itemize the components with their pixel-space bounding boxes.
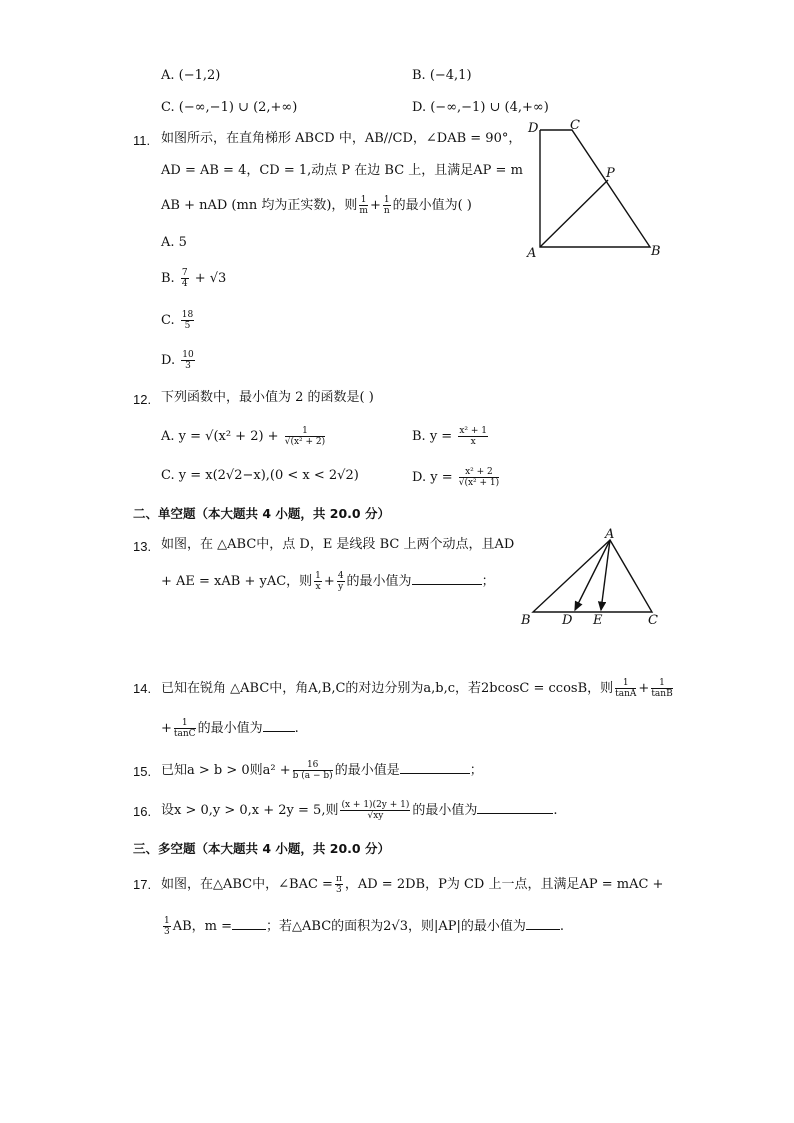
q14-plus: +	[638, 681, 650, 696]
q13-frac2: $\frac{4}{y}$	[337, 571, 344, 592]
q14-frac-tana: $\frac{1}{\tan A}$	[615, 678, 637, 699]
q17-number: 17.	[133, 877, 152, 892]
q15-answer-blank[interactable]	[400, 761, 470, 774]
q16-answer-blank[interactable]	[477, 801, 553, 814]
q11-label-d: D	[528, 121, 539, 136]
q13-vector-ad	[575, 540, 610, 610]
q11-option-d-frac: $\frac{10}{3}$	[182, 350, 194, 371]
section-3-heading: 三、多空题（本大题共 4 小题，共 20.0 分）	[133, 841, 390, 856]
q17-line2-b: ；若△ABC的面积为2√3，则|AP|的最小值为	[266, 919, 526, 934]
q15-frac: $\frac{16}{b (a - b)}$	[292, 760, 333, 781]
q11-line3-a: AB + nAD (mn 均为正实数)，则	[161, 198, 358, 213]
q14-frac-tanc: $\frac{1}{\tan C}$	[173, 718, 196, 739]
q11-segment-ap	[540, 180, 608, 247]
q11-label-c: C	[570, 118, 580, 133]
q17-answer-blank-ap[interactable]	[526, 917, 560, 930]
q12-option-d-pre: D. y =	[412, 470, 453, 485]
q11-label-p: P	[606, 166, 615, 181]
q17-line1-b: ，AD = 2DB，P为 CD 上一点，且满足AP = mAC +	[344, 877, 664, 892]
q11-trapezoid-outline	[540, 130, 650, 247]
q14-line2-b: 的最小值为	[197, 721, 263, 736]
q11-option-d	[161, 350, 197, 371]
q12-option-a	[161, 426, 327, 447]
q17-line1	[161, 874, 663, 895]
q13-frac1: $\frac{1}{x}$	[315, 571, 321, 592]
q15-post: 的最小值是	[334, 763, 400, 778]
q12-number: 12.	[133, 392, 152, 407]
q11-number: 11.	[133, 133, 151, 148]
q14-line1-a: 已知在锐角 △ABC中，角A,B,C的对边分别为a,b,c，若2bcosC = ccosB，则	[161, 681, 614, 696]
q10-option-a: A. (−1,2)	[161, 68, 221, 83]
q10-option-d: D. (−∞,−1) ∪ (4,+∞)	[412, 100, 549, 115]
q11-frac2: $\frac{1}{n}$	[383, 195, 390, 216]
q13-label-c: C	[648, 613, 658, 628]
q11-option-c-label: C.	[161, 313, 175, 328]
q17-frac-13: $\frac{1}{3}$	[164, 916, 170, 937]
q15-tail: ；	[469, 763, 483, 778]
q13-line1: 如图，在 △ABC中，点 D，E 是线段 BC 上两个动点，且AD	[161, 537, 515, 552]
q12-option-a-pre: A. y = √(x² + 2) +	[161, 429, 279, 444]
q13-answer-blank[interactable]	[412, 572, 482, 585]
q16-line	[161, 800, 558, 821]
q13-line2-a: + AE = xAB + yAC，则	[161, 574, 313, 589]
q14-tail: .	[294, 721, 299, 736]
q14-line1	[161, 678, 675, 699]
q11-option-b-label: B.	[161, 271, 175, 286]
q17-line2	[161, 916, 564, 937]
q12-option-a-frac: $\frac{1}{\text{√(x² + 2)}}$	[284, 426, 326, 447]
q14-line2	[161, 718, 299, 739]
q15-line	[161, 760, 483, 781]
q13-plus: +	[323, 574, 335, 589]
q16-pre: 设x > 0,y > 0,x + 2y = 5,则	[161, 803, 339, 818]
q12-option-d	[412, 467, 501, 488]
q11-line2: AD = AB = 4，CD = 1,动点 P 在边 BC 上，且满足AP = m	[161, 163, 523, 178]
q17-line1-a: 如图，在△ABC中，∠BAC =	[161, 877, 333, 892]
q16-number: 16.	[133, 804, 152, 819]
q13-tail: ；	[481, 574, 495, 589]
q15-number: 15.	[133, 764, 152, 779]
q12-option-d-frac: $\frac{\text{x² + 2}}{\text{√(x² + 1)}}$	[458, 467, 500, 488]
q11-label-a: A	[527, 246, 537, 261]
q16-frac: $\frac{(x + 1)(2y + 1)}{√xy}$	[341, 800, 410, 821]
q11-option-b	[161, 268, 226, 289]
q11-option-a: A. 5	[161, 235, 187, 250]
q14-line2-pre: +	[161, 721, 172, 736]
q13-label-e: E	[593, 613, 603, 628]
q10-option-b: B. (−4,1)	[412, 68, 472, 83]
q11-option-c	[161, 310, 196, 331]
q13-triangle-figure	[515, 528, 675, 633]
q16-post: 的最小值为	[412, 803, 478, 818]
q13-line2	[161, 571, 495, 592]
q14-number: 14.	[133, 681, 152, 696]
q10-option-c: C. (−∞,−1) ∪ (2,+∞)	[161, 100, 298, 115]
q12-option-b-pre: B. y =	[412, 429, 453, 444]
q12-option-b-frac: $\frac{\text{x² + 1}}{x}$	[459, 426, 488, 447]
q17-frac-pi3: $\frac{\pi}{3}$	[335, 874, 342, 895]
q14-frac-tanb: $\frac{1}{\tan B}$	[651, 678, 673, 699]
q13-line2-b: 的最小值为	[346, 574, 412, 589]
q12-option-c: C. y = x(2√2−x),(0 < x < 2√2)	[161, 468, 359, 483]
q17-answer-blank-m[interactable]	[232, 917, 266, 930]
q11-line3-b: 的最小值为( )	[392, 198, 472, 213]
q11-label-b: B	[651, 244, 661, 259]
q11-option-b-frac: $\frac{7}{4}$	[181, 268, 188, 289]
q11-trapezoid-figure	[520, 118, 670, 263]
q17-tail: .	[559, 919, 565, 934]
section-2-heading: 二、单空题（本大题共 4 小题，共 20.0 分）	[133, 506, 390, 521]
q15-pre: 已知a > b > 0则a² +	[161, 763, 291, 778]
q11-plus: +	[369, 198, 381, 213]
q17-line2-a: AB，m =	[172, 919, 233, 934]
q14-answer-blank[interactable]	[263, 719, 295, 732]
q11-line3	[161, 195, 472, 216]
q16-tail: .	[553, 803, 558, 818]
q11-option-c-frac: $\frac{18}{5}$	[181, 310, 194, 331]
q11-option-b-tail: + √3	[194, 271, 227, 286]
q13-number: 13.	[133, 539, 152, 554]
q11-frac1: $\frac{1}{m}$	[359, 195, 368, 216]
q12-stem: 下列函数中，最小值为 2 的函数是( )	[161, 390, 374, 405]
q13-label-a: A	[605, 528, 615, 542]
q13-label-d: D	[562, 613, 573, 628]
q12-option-b	[412, 426, 490, 447]
q11-line1: 如图所示，在直角梯形 ABCD 中，AB//CD，∠DAB = 90°，	[161, 131, 522, 146]
q11-option-d-label: D.	[161, 353, 176, 368]
q13-label-b: B	[521, 613, 531, 628]
